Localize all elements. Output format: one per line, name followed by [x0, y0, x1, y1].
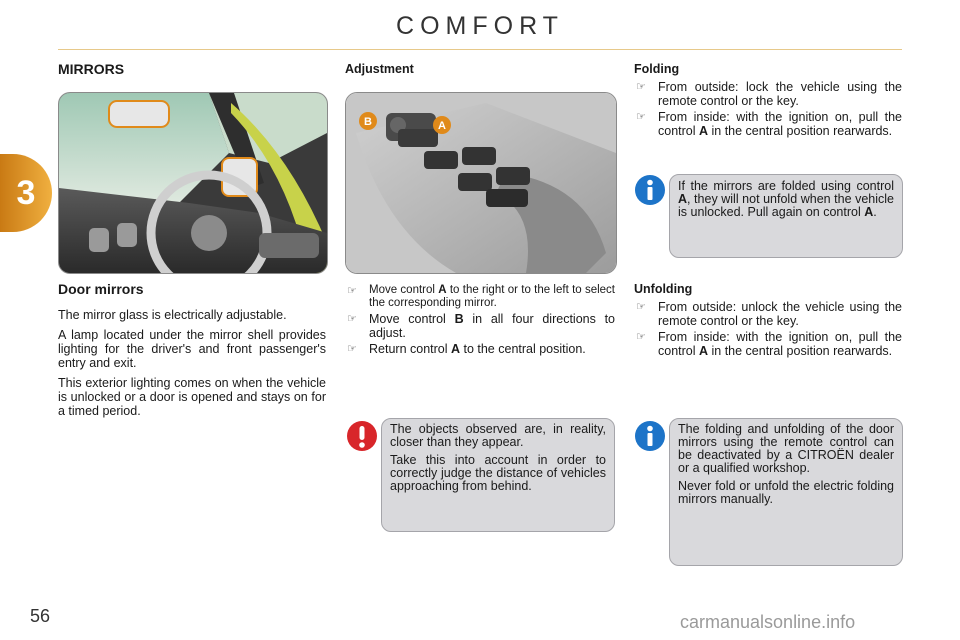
bullet-text: in all four directions to adjust. [369, 312, 616, 340]
bullet-text: Return control [369, 342, 451, 356]
door-mirrors-subtitle: Door mirrors [58, 281, 144, 297]
bullet-text: From outside: lock the vehicle using the remote control or the key. [658, 80, 902, 108]
watermark: carmanualsonline.info [680, 612, 856, 632]
exclamation-icon [346, 420, 378, 452]
control-label: A [699, 344, 709, 358]
bullet-text: in the central position rearwards. [708, 124, 893, 138]
bullet-text: to the central position. [460, 342, 586, 356]
pointing-hand-icon: ☞ [636, 301, 646, 313]
control-label: A [450, 342, 461, 356]
list-item [345, 342, 615, 356]
info-icon [634, 174, 666, 206]
pointing-hand-icon: ☞ [347, 313, 357, 325]
control-label: A [864, 205, 874, 219]
control-panel-photo [345, 92, 617, 274]
adjustment-steps [345, 284, 615, 358]
adjustment-title: Adjustment [345, 62, 414, 76]
info-text: The folding and unfolding of the door mirrors using the remote control can be deactivated by a CITROËN dealer or a qualified workshop. [678, 422, 894, 475]
bullet-text: From outside: unlock the vehicle using the remote control or the key. [658, 300, 902, 328]
paragraph: The mirror glass is electrically adjustable. [58, 308, 287, 322]
section-title: MIRRORS [58, 61, 125, 77]
unfolding-section [634, 282, 902, 360]
pointing-hand-icon: ☞ [636, 331, 646, 343]
header-divider [58, 49, 902, 50]
label-b: B [364, 116, 372, 128]
paragraph: This exterior lighting comes on when the vehicle is unlocked or a door is opened and stays on for a timed period. [58, 376, 326, 418]
list-item [634, 330, 902, 358]
list-item [634, 80, 902, 108]
label-a: A [438, 120, 446, 132]
warning-text: The objects observed are, in reality, closer than they appear. [390, 422, 606, 449]
unfolding-title: Unfolding [634, 282, 693, 296]
page-number: 56 [30, 606, 51, 626]
pointing-hand-icon: ☞ [347, 285, 357, 297]
left-column [58, 62, 326, 76]
control-panel-illustration [346, 93, 616, 273]
control-label: A [699, 124, 709, 138]
control-label: B [454, 312, 464, 326]
bullet-text: Move control [369, 284, 439, 296]
control-label: A [678, 192, 688, 206]
middle-column [345, 62, 615, 76]
info-icon [634, 420, 666, 452]
chapter-tab: 3 [0, 154, 52, 232]
cabin-photo [58, 92, 328, 274]
warning-text: Take this into account in order to correctly judge the distance of vehicles approaching from behind. [390, 453, 606, 493]
folding-section [634, 62, 902, 140]
pointing-hand-icon: ☞ [636, 111, 646, 123]
bullet-text: From inside: with the ignition on, pull the control [658, 110, 902, 138]
pointing-hand-icon: ☞ [347, 343, 357, 355]
paragraph: A lamp located under the mirror shell provides lighting for the driver's and front passenger's entry and exit. [58, 328, 326, 370]
control-label: A [438, 284, 447, 296]
info-text [678, 180, 894, 219]
warning-box [381, 418, 615, 532]
bullet-text: Move control [369, 312, 455, 326]
page-header-title: COMFORT [396, 12, 564, 40]
info-text-part: . [873, 205, 877, 219]
info-text-part: , they will not unfold when the vehicle is unlocked. Pull again on control [678, 192, 894, 219]
folding-title: Folding [634, 62, 680, 76]
info-box-deactivation [669, 418, 903, 566]
info-text: Never fold or unfold the electric folding mirrors manually. [678, 479, 894, 506]
cabin-illustration [59, 93, 327, 273]
list-item [345, 284, 615, 310]
door-mirrors-text [58, 282, 326, 424]
list-item [634, 300, 902, 328]
list-item [634, 110, 902, 138]
list-item [345, 312, 615, 340]
pointing-hand-icon: ☞ [636, 81, 646, 93]
info-text-part: If the mirrors are folded using control [678, 179, 894, 193]
info-box-folded [669, 174, 903, 258]
bullet-text: in the central position rearwards. [708, 344, 893, 358]
bullet-text: From inside: with the ignition on, pull the control [658, 330, 902, 358]
bullet-text: to the right or to the left to select the corresponding mirror. [369, 284, 616, 309]
